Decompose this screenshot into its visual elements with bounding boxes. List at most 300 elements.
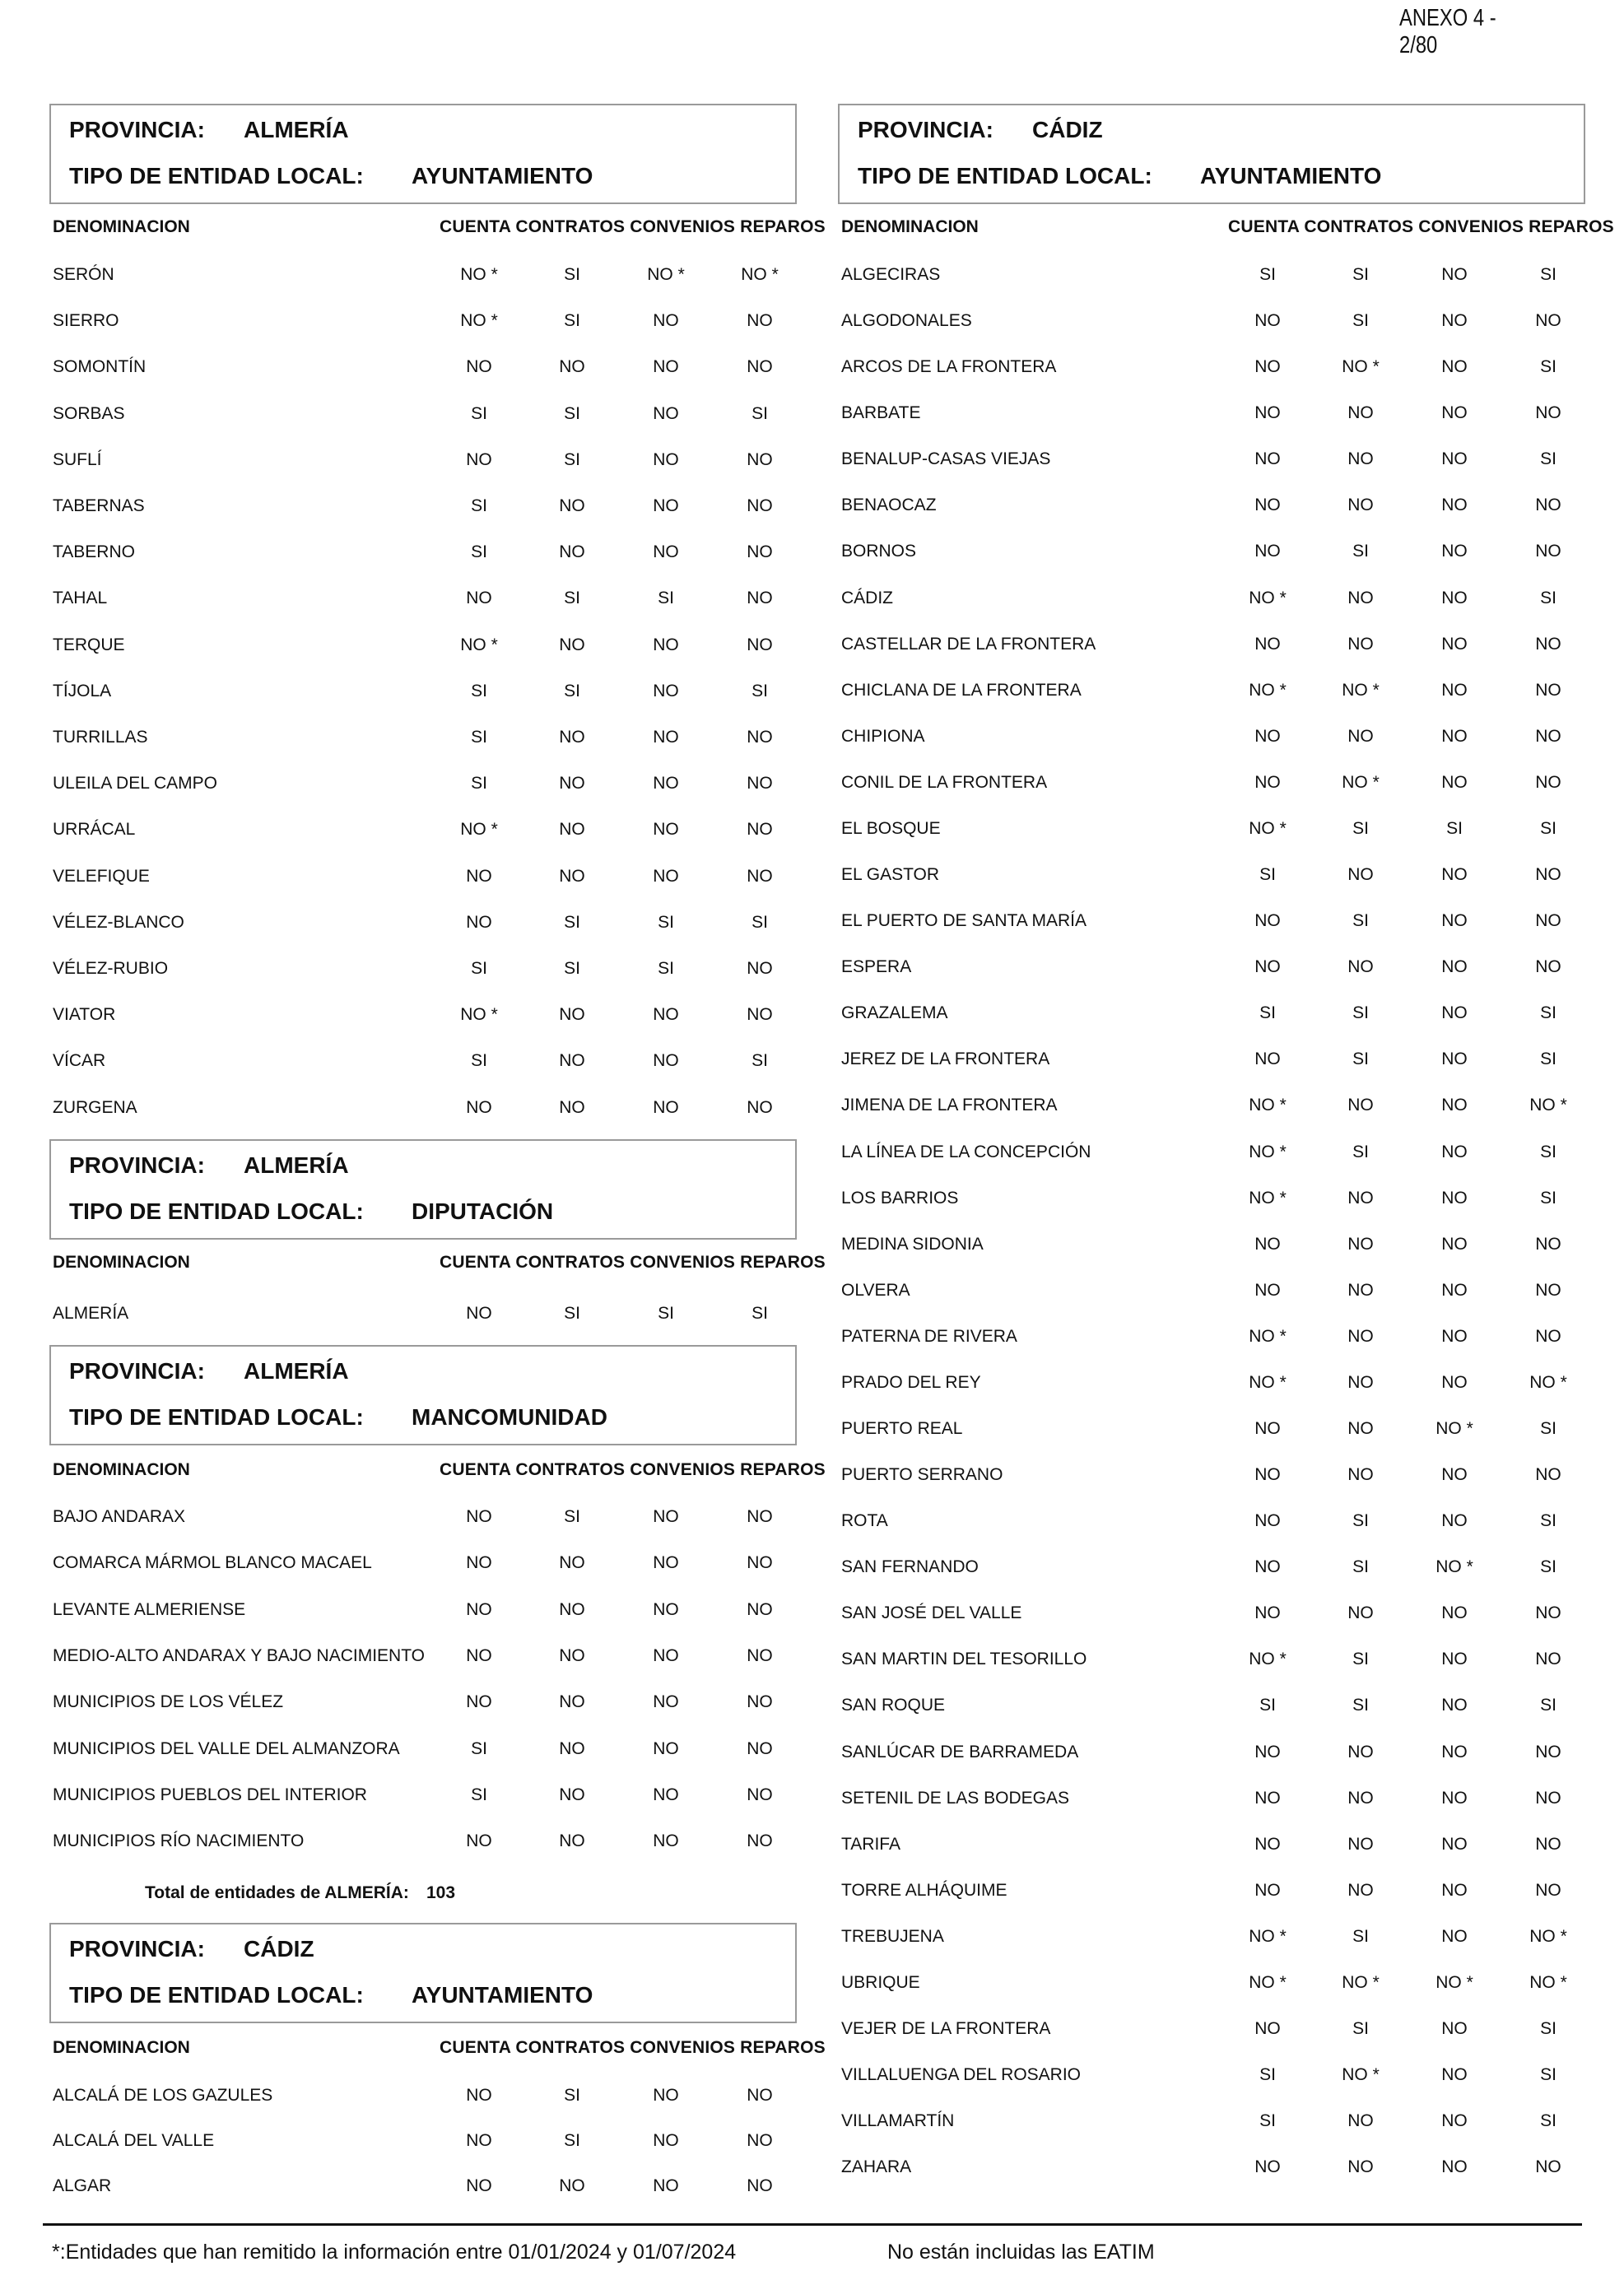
entity-name: MEDINA SIDONIA bbox=[841, 1234, 984, 1254]
table-row bbox=[53, 1051, 793, 1076]
contratos-value: SI bbox=[564, 265, 580, 284]
flags-header: CUENTA CONTRATOS CONVENIOS REPAROS bbox=[1228, 217, 1614, 236]
section-header-almeria-diputacion bbox=[49, 1139, 797, 1240]
convenios-value: NO bbox=[653, 866, 679, 886]
table-row bbox=[841, 1096, 1582, 1120]
entity-name: COMARCA MÁRMOL BLANCO MACAEL bbox=[53, 1553, 372, 1573]
entity-name: OLVERA bbox=[841, 1280, 910, 1300]
reparos-value: NO bbox=[1535, 772, 1561, 792]
table-row bbox=[841, 1003, 1582, 1028]
contratos-value: NO * bbox=[1342, 357, 1380, 377]
tipo-value: AYUNTAMIENTO bbox=[412, 1982, 593, 2008]
cuenta-value: NO bbox=[1254, 1557, 1281, 1577]
contratos-value: SI bbox=[564, 589, 580, 608]
convenios-value: NO bbox=[653, 681, 679, 700]
convenios-value: NO * bbox=[1436, 1972, 1473, 1992]
reparos-value: NO bbox=[747, 820, 773, 840]
flags-header: CUENTA CONTRATOS CONVENIOS REPAROS bbox=[440, 1253, 826, 1272]
table-row bbox=[53, 1507, 793, 1532]
provincia-label: PROVINCIA: bbox=[69, 1152, 205, 1178]
contratos-value: NO bbox=[1347, 1280, 1374, 1300]
table-row bbox=[841, 1603, 1582, 1628]
table-row bbox=[841, 1142, 1582, 1167]
cuenta-value: NO * bbox=[1249, 680, 1287, 700]
table-row bbox=[841, 1049, 1582, 1074]
reparos-value: NO bbox=[747, 1097, 773, 1117]
convenios-value: NO bbox=[1441, 1372, 1468, 1392]
cuenta-value: NO bbox=[466, 589, 492, 608]
table-row bbox=[841, 1465, 1582, 1490]
reparos-value: NO * bbox=[1529, 1926, 1567, 1946]
cuenta-value: NO * bbox=[1249, 1372, 1287, 1392]
reparos-value: NO bbox=[747, 959, 773, 978]
entity-name: BENALUP-CASAS VIEJAS bbox=[841, 449, 1051, 469]
cuenta-value: NO * bbox=[1249, 1650, 1287, 1669]
entity-name: LOS BARRIOS bbox=[841, 1188, 959, 1208]
table-row bbox=[53, 913, 793, 938]
contratos-value: SI bbox=[564, 311, 580, 331]
reparos-value: NO bbox=[747, 311, 773, 331]
convenios-value: NO bbox=[1441, 1603, 1468, 1623]
contratos-value: NO bbox=[559, 1645, 585, 1665]
entity-name: PRADO DEL REY bbox=[841, 1372, 981, 1392]
reparos-value: SI bbox=[1540, 265, 1557, 284]
column-header bbox=[53, 217, 826, 242]
convenios-value: NO bbox=[1441, 2111, 1468, 2131]
cuenta-value: NO bbox=[1254, 1280, 1281, 1300]
entity-name: EL PUERTO DE SANTA MARÍA bbox=[841, 911, 1087, 931]
table-row bbox=[841, 542, 1582, 566]
table-row bbox=[53, 1098, 793, 1123]
table-row bbox=[53, 1005, 793, 1030]
reparos-value: SI bbox=[1540, 1419, 1557, 1438]
cuenta-value: SI bbox=[471, 1738, 487, 1758]
reparos-value: NO bbox=[1535, 680, 1561, 700]
footnote: *:Entidades que han remitido la información entre 01/01/2024 y 01/07/2024 bbox=[52, 2241, 737, 2264]
cuenta-value: SI bbox=[1259, 1696, 1276, 1715]
table-row bbox=[841, 681, 1582, 705]
contratos-value: NO bbox=[1347, 1880, 1374, 1900]
provincia-value: ALMERÍA bbox=[244, 1152, 349, 1178]
convenios-value: NO bbox=[653, 774, 679, 793]
provincia-value: CÁDIZ bbox=[244, 1936, 314, 1962]
reparos-value: SI bbox=[1540, 1557, 1557, 1577]
table-row bbox=[841, 311, 1582, 336]
table-row bbox=[53, 2176, 793, 2201]
cuenta-value: NO bbox=[1254, 957, 1281, 977]
table-row bbox=[53, 1600, 793, 1625]
reparos-value: NO bbox=[1535, 496, 1561, 515]
convenios-value: NO bbox=[1441, 2019, 1468, 2039]
convenios-value: NO bbox=[653, 1785, 679, 1804]
entity-name: MEDIO-ALTO ANDARAX Y BAJO NACIMIENTO bbox=[53, 1645, 425, 1665]
reparos-value: NO bbox=[747, 1831, 773, 1851]
contratos-value: SI bbox=[564, 1304, 580, 1323]
reparos-value: SI bbox=[1540, 2019, 1557, 2039]
contratos-value: NO * bbox=[1342, 1972, 1380, 1992]
convenios-value: NO bbox=[1441, 2157, 1468, 2177]
cuenta-value: NO bbox=[466, 1692, 492, 1712]
convenios-value: NO bbox=[1441, 449, 1468, 469]
convenios-value: NO bbox=[653, 2086, 679, 2105]
convenios-value: NO bbox=[1441, 1188, 1468, 1208]
table-row bbox=[841, 1743, 1582, 1767]
contratos-value: NO bbox=[559, 1692, 585, 1712]
provincia-value: ALMERÍA bbox=[244, 1358, 349, 1384]
cuenta-value: NO bbox=[466, 866, 492, 886]
contratos-value: SI bbox=[1352, 311, 1369, 331]
contratos-value: NO bbox=[1347, 403, 1374, 423]
reparos-value: NO bbox=[1535, 1326, 1561, 1346]
denominacion-header: DENOMINACION bbox=[53, 2038, 190, 2057]
reparos-value: NO bbox=[747, 589, 773, 608]
convenios-value: NO bbox=[653, 635, 679, 654]
entity-name: PUERTO SERRANO bbox=[841, 1465, 1003, 1485]
flags-header: CUENTA CONTRATOS CONVENIOS REPAROS bbox=[440, 1460, 826, 1479]
entity-name: SAN JOSÉ DEL VALLE bbox=[841, 1603, 1022, 1623]
cuenta-value: SI bbox=[471, 681, 487, 700]
cuenta-value: NO bbox=[1254, 634, 1281, 654]
contratos-value: NO bbox=[1347, 865, 1374, 885]
convenios-value: NO bbox=[1441, 1650, 1468, 1669]
denominacion-header: DENOMINACION bbox=[53, 217, 190, 236]
convenios-value: NO bbox=[1441, 1511, 1468, 1531]
column-header bbox=[53, 2038, 826, 2063]
contratos-value: SI bbox=[1352, 1650, 1369, 1669]
convenios-value: NO bbox=[1441, 1834, 1468, 1854]
contratos-value: NO bbox=[1347, 1234, 1374, 1254]
cuenta-value: NO bbox=[1254, 1603, 1281, 1623]
convenios-value: NO bbox=[1441, 1926, 1468, 1946]
entity-name: ALGODONALES bbox=[841, 311, 972, 331]
entity-name: BAJO ANDARAX bbox=[53, 1507, 186, 1526]
table-row bbox=[841, 865, 1582, 890]
reparos-value: NO bbox=[747, 2176, 773, 2195]
cuenta-value: SI bbox=[471, 959, 487, 978]
entity-name: SAN FERNANDO bbox=[841, 1557, 979, 1577]
contratos-value: NO bbox=[1347, 1326, 1374, 1346]
table-row bbox=[841, 2065, 1582, 2090]
table-row bbox=[53, 682, 793, 706]
contratos-value: SI bbox=[1352, 1926, 1369, 1946]
table-row bbox=[53, 774, 793, 798]
cuenta-value: NO * bbox=[1249, 1926, 1287, 1946]
cuenta-value: NO * bbox=[460, 311, 498, 331]
table-row bbox=[53, 450, 793, 475]
footer-rule bbox=[43, 2223, 1582, 2226]
convenios-value: SI bbox=[1446, 818, 1463, 838]
convenios-value: NO bbox=[653, 2176, 679, 2195]
tipo-value: AYUNTAMIENTO bbox=[1200, 163, 1382, 188]
reparos-value: SI bbox=[752, 403, 768, 423]
reparos-value: NO bbox=[747, 449, 773, 469]
total-label: Total de entidades de ALMERÍA: bbox=[145, 1883, 409, 1902]
cuenta-value: SI bbox=[471, 1785, 487, 1804]
cuenta-value: SI bbox=[471, 1051, 487, 1071]
cuenta-value: NO bbox=[466, 357, 492, 377]
contratos-value: NO * bbox=[1342, 680, 1380, 700]
cuenta-value: SI bbox=[1259, 2111, 1276, 2131]
entity-name: BENAOCAZ bbox=[841, 496, 937, 515]
contratos-value: SI bbox=[564, 912, 580, 932]
cuenta-value: NO bbox=[1254, 403, 1281, 423]
contratos-value: NO bbox=[559, 1005, 585, 1025]
cuenta-value: NO bbox=[1254, 496, 1281, 515]
tipo-value: AYUNTAMIENTO bbox=[412, 163, 593, 188]
cuenta-value: SI bbox=[471, 403, 487, 423]
convenios-value: NO bbox=[653, 1507, 679, 1526]
reparos-value: SI bbox=[1540, 449, 1557, 469]
convenios-value: SI bbox=[658, 912, 674, 932]
contratos-value: SI bbox=[1352, 1003, 1369, 1023]
cuenta-value: NO bbox=[466, 912, 492, 932]
contratos-value: SI bbox=[1352, 542, 1369, 561]
provincia-label: PROVINCIA: bbox=[69, 117, 205, 142]
convenios-value: NO bbox=[653, 542, 679, 562]
cuenta-value: NO bbox=[1254, 1788, 1281, 1808]
entity-name: CASTELLAR DE LA FRONTERA bbox=[841, 634, 1096, 654]
reparos-value: SI bbox=[1540, 1003, 1557, 1023]
reparos-value: NO bbox=[747, 542, 773, 562]
convenios-value: NO bbox=[1441, 1049, 1468, 1069]
contratos-value: NO bbox=[1347, 634, 1374, 654]
tipo-label: TIPO DE ENTIDAD LOCAL: bbox=[69, 1198, 364, 1224]
contratos-value: SI bbox=[1352, 2019, 1369, 2039]
entity-name: SAN ROQUE bbox=[841, 1696, 946, 1715]
entity-name: MUNICIPIOS DEL VALLE DEL ALMANZORA bbox=[53, 1738, 400, 1758]
entity-name: TARIFA bbox=[841, 1834, 900, 1854]
table-row bbox=[53, 311, 793, 336]
entity-name: CHICLANA DE LA FRONTERA bbox=[841, 680, 1082, 700]
entity-name: UBRIQUE bbox=[841, 1972, 920, 1992]
convenios-value: NO bbox=[653, 403, 679, 423]
table-row bbox=[841, 496, 1582, 520]
cuenta-value: NO * bbox=[1249, 1326, 1287, 1346]
entity-name: SAN MARTIN DEL TESORILLO bbox=[841, 1650, 1087, 1669]
table-row bbox=[841, 1973, 1582, 1998]
entity-name: TABERNO bbox=[53, 542, 135, 562]
cuenta-value: NO * bbox=[1249, 588, 1287, 607]
convenios-value: NO bbox=[1441, 726, 1468, 746]
table-row bbox=[841, 1881, 1582, 1906]
reparos-value: NO bbox=[747, 2086, 773, 2105]
reparos-value: SI bbox=[1540, 2065, 1557, 2085]
convenios-value: NO bbox=[653, 449, 679, 469]
contratos-value: SI bbox=[1352, 818, 1369, 838]
convenios-value: NO bbox=[653, 1553, 679, 1573]
contratos-value: NO bbox=[559, 2176, 585, 2195]
reparos-value: NO bbox=[747, 728, 773, 747]
convenios-value: NO bbox=[1441, 1742, 1468, 1761]
reparos-value: NO bbox=[1535, 1880, 1561, 1900]
cuenta-value: SI bbox=[471, 728, 487, 747]
reparos-value: NO bbox=[1535, 911, 1561, 931]
entity-name: CHIPIONA bbox=[841, 726, 925, 746]
section-header-almeria-ayuntamiento bbox=[49, 104, 797, 204]
section-header-cadiz-ayuntamiento bbox=[49, 1923, 797, 2023]
convenios-value: NO bbox=[653, 1051, 679, 1071]
cuenta-value: NO bbox=[466, 1304, 492, 1323]
table-row bbox=[53, 959, 793, 984]
table-row bbox=[841, 1557, 1582, 1582]
tipo-label: TIPO DE ENTIDAD LOCAL: bbox=[69, 163, 364, 188]
cuenta-value: SI bbox=[471, 774, 487, 793]
cuenta-value: NO bbox=[1254, 1511, 1281, 1531]
reparos-value: NO bbox=[747, 1553, 773, 1573]
table-row bbox=[53, 542, 793, 567]
contratos-value: NO bbox=[559, 728, 585, 747]
entity-name: TABERNAS bbox=[53, 496, 145, 515]
column-header bbox=[53, 1253, 826, 1277]
convenios-value: NO bbox=[1441, 542, 1468, 561]
reparos-value: NO bbox=[1535, 403, 1561, 423]
table-row bbox=[841, 1927, 1582, 1952]
convenios-value: NO bbox=[1441, 1003, 1468, 1023]
convenios-value: NO bbox=[1441, 1880, 1468, 1900]
reparos-value: NO bbox=[747, 635, 773, 654]
table-row bbox=[841, 911, 1582, 936]
table-row bbox=[53, 589, 793, 613]
reparos-value: NO bbox=[1535, 726, 1561, 746]
convenios-value: NO bbox=[653, 1005, 679, 1025]
cuenta-value: NO bbox=[1254, 1049, 1281, 1069]
cuenta-value: NO bbox=[466, 1553, 492, 1573]
entity-name: PUERTO REAL bbox=[841, 1419, 963, 1438]
provincia-label: PROVINCIA: bbox=[69, 1358, 205, 1384]
reparos-value: SI bbox=[1540, 1696, 1557, 1715]
entity-name: MUNICIPIOS RÍO NACIMIENTO bbox=[53, 1831, 305, 1851]
cuenta-value: NO bbox=[1254, 2019, 1281, 2039]
contratos-value: NO bbox=[559, 1097, 585, 1117]
entity-name: SERÓN bbox=[53, 265, 114, 284]
cuenta-value: SI bbox=[1259, 2065, 1276, 2085]
entity-name: EL GASTOR bbox=[841, 865, 940, 885]
convenios-value: NO bbox=[1441, 1788, 1468, 1808]
flags-header: CUENTA CONTRATOS CONVENIOS REPAROS bbox=[440, 217, 826, 236]
convenios-value: SI bbox=[658, 589, 674, 608]
reparos-value: NO bbox=[1535, 957, 1561, 977]
entity-name: SORBAS bbox=[53, 403, 125, 423]
cuenta-value: NO bbox=[1254, 1234, 1281, 1254]
convenios-value: NO bbox=[653, 311, 679, 331]
convenios-value: NO bbox=[1441, 634, 1468, 654]
table-row bbox=[53, 357, 793, 382]
entity-name: MUNICIPIOS PUEBLOS DEL INTERIOR bbox=[53, 1785, 367, 1804]
convenios-value: NO bbox=[1441, 1142, 1468, 1161]
convenios-value: NO bbox=[653, 1097, 679, 1117]
reparos-value: SI bbox=[1540, 1142, 1557, 1161]
contratos-value: NO bbox=[1347, 2111, 1374, 2131]
contratos-value: NO bbox=[1347, 1834, 1374, 1854]
convenios-value: NO bbox=[653, 1831, 679, 1851]
contratos-value: SI bbox=[1352, 1511, 1369, 1531]
contratos-value: NO bbox=[1347, 2157, 1374, 2177]
contratos-value: NO bbox=[1347, 726, 1374, 746]
reparos-value: NO bbox=[747, 1738, 773, 1758]
cuenta-value: NO bbox=[466, 1645, 492, 1665]
table-row bbox=[53, 1785, 793, 1810]
convenios-value: NO bbox=[653, 1645, 679, 1665]
entity-name: SOMONTÍN bbox=[53, 357, 147, 377]
cuenta-value: NO bbox=[466, 1507, 492, 1526]
entity-name: URRÁCAL bbox=[53, 820, 136, 840]
cuenta-value: NO bbox=[466, 449, 492, 469]
table-row bbox=[53, 635, 793, 660]
convenios-value: NO bbox=[1441, 2065, 1468, 2085]
provincia-label: PROVINCIA: bbox=[858, 117, 993, 142]
reparos-value: NO bbox=[747, 866, 773, 886]
entity-name: JEREZ DE LA FRONTERA bbox=[841, 1049, 1050, 1069]
table-row bbox=[841, 727, 1582, 752]
table-row bbox=[841, 1373, 1582, 1398]
entity-name: GRAZALEMA bbox=[841, 1003, 948, 1023]
table-row bbox=[53, 2131, 793, 2156]
entity-name: ALCALÁ DE LOS GAZULES bbox=[53, 2086, 273, 2105]
entity-name: ALCALÁ DEL VALLE bbox=[53, 2131, 215, 2150]
cuenta-value: NO bbox=[1254, 2157, 1281, 2177]
reparos-value: SI bbox=[752, 681, 768, 700]
contratos-value: SI bbox=[1352, 1142, 1369, 1161]
entity-name: VEJER DE LA FRONTERA bbox=[841, 2019, 1051, 2039]
contratos-value: NO bbox=[559, 542, 585, 562]
reparos-value: SI bbox=[1540, 1188, 1557, 1208]
table-row bbox=[841, 357, 1582, 382]
reparos-value: NO bbox=[747, 1785, 773, 1804]
cuenta-value: NO bbox=[1254, 1834, 1281, 1854]
reparos-value: NO bbox=[747, 1599, 773, 1619]
entity-name: BARBATE bbox=[841, 403, 921, 423]
cuenta-value: NO * bbox=[1249, 1972, 1287, 1992]
table-row bbox=[841, 1789, 1582, 1813]
table-row bbox=[841, 1696, 1582, 1720]
contratos-value: SI bbox=[564, 681, 580, 700]
convenios-value: NO bbox=[653, 496, 679, 515]
cuenta-value: SI bbox=[1259, 1003, 1276, 1023]
convenios-value: NO bbox=[1441, 1696, 1468, 1715]
convenios-value: SI bbox=[658, 959, 674, 978]
table-row bbox=[841, 635, 1582, 659]
entity-name: TÍJOLA bbox=[53, 681, 112, 700]
reparos-value: SI bbox=[1540, 588, 1557, 607]
reparos-value: SI bbox=[752, 1304, 768, 1323]
contratos-value: NO bbox=[1347, 1188, 1374, 1208]
entity-name: VÍCAR bbox=[53, 1051, 106, 1071]
contratos-value: NO bbox=[559, 1599, 585, 1619]
convenios-value: NO bbox=[1441, 357, 1468, 377]
cuenta-value: NO bbox=[1254, 449, 1281, 469]
reparos-value: NO * bbox=[1529, 1972, 1567, 1992]
reparos-value: NO bbox=[1535, 1834, 1561, 1854]
table-row bbox=[841, 957, 1582, 982]
convenios-value: NO bbox=[1441, 1465, 1468, 1485]
reparos-value: NO bbox=[1535, 1465, 1561, 1485]
reparos-value: NO bbox=[1535, 1650, 1561, 1669]
contratos-value: NO bbox=[559, 635, 585, 654]
tipo-value: MANCOMUNIDAD bbox=[412, 1404, 607, 1430]
reparos-value: SI bbox=[1540, 357, 1557, 377]
contratos-value: NO bbox=[559, 1785, 585, 1804]
convenios-value: NO bbox=[653, 1599, 679, 1619]
reparos-value: NO bbox=[1535, 1234, 1561, 1254]
contratos-value: NO bbox=[559, 866, 585, 886]
entity-name: TORRE ALHÁQUIME bbox=[841, 1880, 1007, 1900]
cuenta-value: NO bbox=[1254, 357, 1281, 377]
section-header-almeria-mancomunidad bbox=[49, 1345, 797, 1445]
entity-name: SANLÚCAR DE BARRAMEDA bbox=[841, 1742, 1079, 1761]
tipo-label: TIPO DE ENTIDAD LOCAL: bbox=[69, 1404, 364, 1430]
cuenta-value: NO * bbox=[1249, 1142, 1287, 1161]
contratos-value: SI bbox=[1352, 1557, 1369, 1577]
